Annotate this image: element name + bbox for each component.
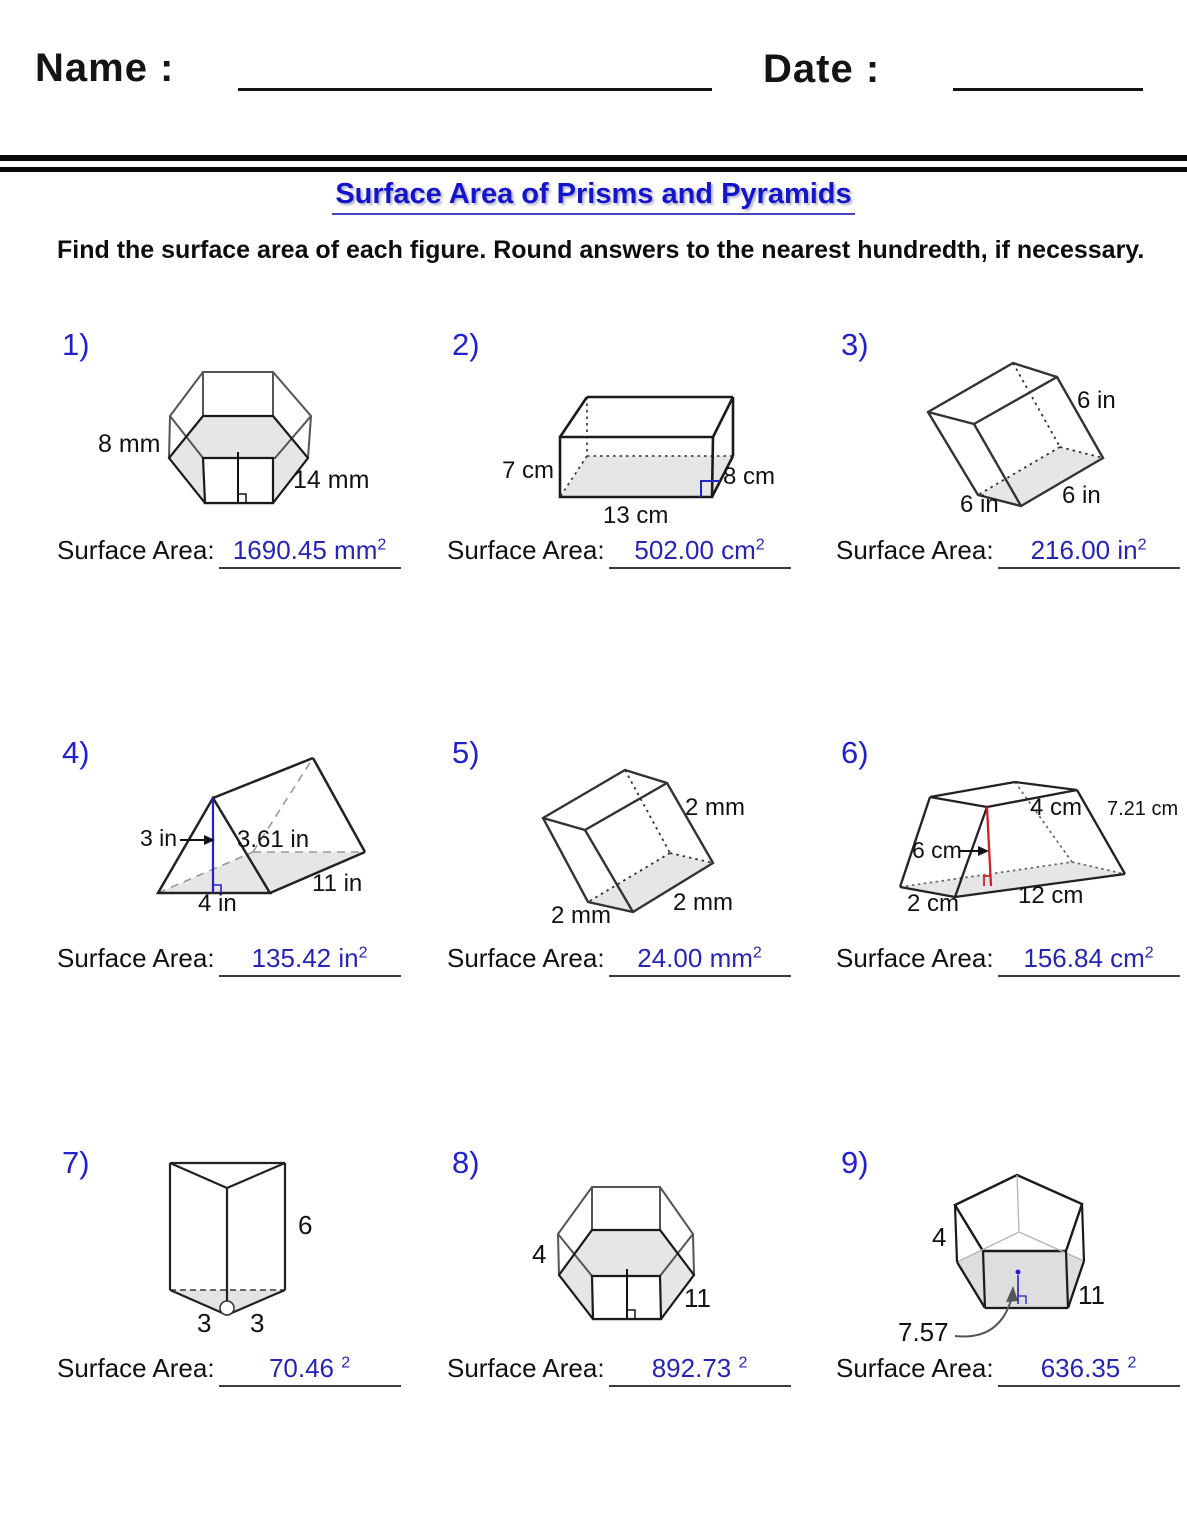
answer-row bbox=[57, 945, 401, 977]
name-label: Name : bbox=[35, 46, 175, 90]
surface-area-label: Surface Area: bbox=[57, 1353, 215, 1383]
instruction-text: Find the surface area of each figure. Round answers to the nearest hundredth, if necessary. bbox=[57, 236, 1145, 264]
answer-row bbox=[57, 537, 401, 569]
problem-8 bbox=[447, 1143, 797, 1413]
dim-label: 8 cm bbox=[723, 463, 776, 490]
surface-area-label: Surface Area: bbox=[447, 943, 605, 973]
answer-blank bbox=[998, 945, 1180, 977]
answer-row bbox=[836, 945, 1180, 977]
dim-label: 11 bbox=[1078, 1280, 1105, 1310]
answer-exponent: 2 bbox=[341, 1354, 351, 1372]
answer-blank bbox=[219, 1355, 401, 1387]
figure-oblique-cube bbox=[920, 350, 1140, 530]
surface-area-label: Surface Area: bbox=[836, 1353, 994, 1383]
dim-label: 3 in bbox=[140, 825, 178, 851]
answer-value: 156.84 cm bbox=[1023, 943, 1145, 973]
date-blank-line bbox=[953, 88, 1143, 91]
dim-label: 6 bbox=[298, 1210, 313, 1240]
dim-label: 2 mm bbox=[673, 889, 733, 916]
answer-value: 70.46 bbox=[268, 1353, 342, 1383]
answer-blank bbox=[609, 537, 791, 569]
dim-label: 3.61 in bbox=[237, 826, 310, 853]
answer-blank bbox=[609, 945, 791, 977]
problem-number: 7) bbox=[62, 1145, 90, 1180]
problem-6 bbox=[836, 733, 1186, 1003]
problem-number: 6) bbox=[841, 735, 869, 770]
figure-triangular-prism-vertical bbox=[155, 1155, 355, 1345]
dim-label: 7.57 bbox=[898, 1317, 949, 1347]
dim-label: 3 bbox=[250, 1308, 265, 1338]
answer-value: 216.00 in bbox=[1030, 535, 1138, 565]
answer-value: 892.73 bbox=[651, 1353, 739, 1383]
answer-row bbox=[57, 1355, 401, 1387]
dim-label: 2 cm bbox=[907, 890, 960, 917]
title-wrap bbox=[0, 178, 1187, 215]
figure-trapezoidal-prism bbox=[880, 750, 1180, 930]
dim-label: 11 in bbox=[312, 870, 363, 897]
problem-number: 9) bbox=[841, 1145, 869, 1180]
name-blank-line bbox=[238, 88, 712, 91]
answer-exponent: 2 bbox=[358, 944, 368, 962]
surface-area-label: Surface Area: bbox=[836, 943, 994, 973]
dim-label: 8 mm bbox=[98, 430, 161, 458]
surface-area-label: Surface Area: bbox=[836, 535, 994, 565]
dim-label: 6 in bbox=[1062, 482, 1101, 509]
divider-rule-top bbox=[0, 155, 1187, 161]
answer-value: 636.35 bbox=[1040, 1353, 1128, 1383]
dim-label: 6 in bbox=[960, 491, 999, 518]
answer-exponent: 2 bbox=[738, 1354, 748, 1372]
problem-number: 5) bbox=[452, 735, 480, 770]
surface-area-label: Surface Area: bbox=[447, 535, 605, 565]
answer-exponent: 2 bbox=[755, 536, 765, 554]
answer-row bbox=[447, 1355, 791, 1387]
problem-9 bbox=[836, 1143, 1186, 1413]
answer-blank bbox=[998, 1355, 1180, 1387]
dim-label: 12 cm bbox=[1018, 882, 1084, 909]
figure-pentagonal-prism bbox=[885, 1155, 1145, 1355]
problem-number: 1) bbox=[62, 327, 90, 362]
problem-1 bbox=[57, 325, 407, 595]
answer-exponent: 2 bbox=[1137, 536, 1147, 554]
figure-rectangular-prism bbox=[480, 380, 820, 560]
problem-2 bbox=[447, 325, 797, 595]
problem-4 bbox=[57, 733, 407, 1003]
answer-value: 1690.45 mm bbox=[232, 535, 378, 565]
figure-hexagonal-prism bbox=[510, 1160, 750, 1340]
surface-area-label: Surface Area: bbox=[57, 535, 215, 565]
problem-number: 2) bbox=[452, 327, 480, 362]
dim-label: 7 cm bbox=[502, 457, 555, 484]
answer-blank bbox=[998, 537, 1180, 569]
dim-label: 7.21 cm bbox=[1107, 798, 1179, 820]
answer-row bbox=[836, 1355, 1180, 1387]
problem-7 bbox=[57, 1143, 407, 1413]
problem-number: 4) bbox=[62, 735, 90, 770]
dim-label: 11 bbox=[684, 1283, 711, 1313]
answer-blank bbox=[219, 537, 401, 569]
dim-label: 6 cm bbox=[912, 837, 962, 863]
answer-exponent: 2 bbox=[1144, 944, 1154, 962]
problem-3 bbox=[836, 325, 1186, 595]
figure-oblique-cube bbox=[535, 760, 755, 935]
answer-row bbox=[447, 537, 791, 569]
dim-label: 2 mm bbox=[685, 794, 745, 821]
dim-label: 3 bbox=[197, 1308, 212, 1338]
answer-row bbox=[836, 537, 1180, 569]
dim-label: 4 cm bbox=[1030, 794, 1083, 821]
answer-value: 502.00 cm bbox=[634, 535, 756, 565]
divider-rule-bottom bbox=[0, 167, 1187, 172]
answer-value: 24.00 mm bbox=[637, 943, 753, 973]
problem-number: 8) bbox=[452, 1145, 480, 1180]
answer-value: 135.42 in bbox=[251, 943, 359, 973]
figure-hexagonal-prism bbox=[95, 355, 385, 525]
problem-number: 3) bbox=[841, 327, 869, 362]
dim-label: 13 cm bbox=[603, 502, 669, 529]
answer-blank bbox=[219, 945, 401, 977]
page-title: Surface Area of Prisms and Pyramids bbox=[332, 178, 854, 215]
surface-area-label: Surface Area: bbox=[57, 943, 215, 973]
dim-label: 4 bbox=[532, 1239, 547, 1269]
answer-exponent: 2 bbox=[377, 536, 387, 554]
answer-exponent: 2 bbox=[752, 944, 762, 962]
figure-triangular-prism bbox=[140, 745, 400, 930]
dim-label: 4 in bbox=[198, 890, 237, 917]
answer-row bbox=[447, 945, 791, 977]
answer-blank bbox=[609, 1355, 791, 1387]
date-label: Date : bbox=[763, 47, 881, 91]
dim-label: 4 bbox=[932, 1222, 947, 1252]
dim-label: 2 mm bbox=[551, 902, 611, 929]
dim-label: 6 in bbox=[1077, 387, 1116, 414]
answer-exponent: 2 bbox=[1127, 1354, 1137, 1372]
surface-area-label: Surface Area: bbox=[447, 1353, 605, 1383]
dim-label: 14 mm bbox=[293, 466, 370, 494]
problem-5 bbox=[447, 733, 797, 1003]
